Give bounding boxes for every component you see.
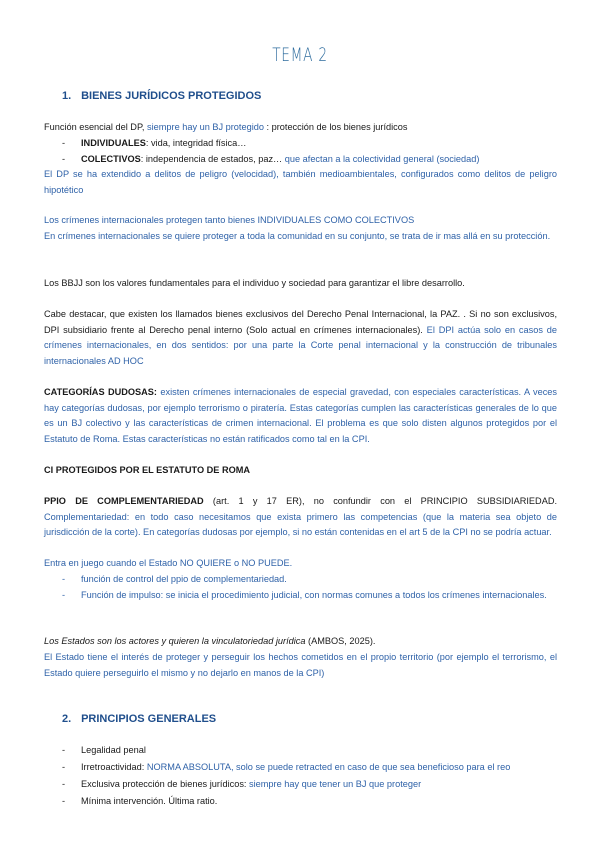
bullet-list-bj-types: [62, 136, 557, 167]
text-run: (art. 1 y 17 ER), no confundir con el PRINCIPIO SUBSIDIARIEDAD.: [203, 496, 558, 506]
item-text-highlight: NORMA ABSOLUTA, solo se puede retracted en caso de que sea beneficioso para el reo: [146, 762, 511, 772]
paragraph-bj-function: [44, 120, 557, 136]
bullet-list-funciones: [62, 572, 557, 603]
list-item: [62, 152, 557, 168]
paragraph-bienes-exclusivos: [44, 307, 557, 369]
paragraph-estado-interes: El Estado tiene el interés de proteger y perseguir los hechos cometidos en el propio territorio (por ejemplo el terrorismo, el Estado quiere perseguirlo el mismo y no dejarlo en manos de la CPI): [44, 652, 557, 678]
list-item: - función de control del ppio de complementariedad.: [62, 572, 557, 588]
paragraph-categorias-dudosas: [44, 385, 557, 447]
list-item: - Función de impulso: se inicia el procedimiento judicial, con normas comunes a todos los crímenes internacionales.: [62, 588, 557, 604]
citation: (AMBOS, 2025).: [305, 636, 376, 646]
paragraph-label: CATEGORÍAS DUDOSAS:: [44, 387, 157, 397]
paragraph-label: PPIO DE COMPLEMENTARIEDAD: [44, 496, 204, 506]
list-item: [62, 136, 557, 152]
item-text: Mínima intervención. Última ratio.: [81, 796, 218, 806]
text-run-highlight: Complementariedad: en todo caso necesitamos que exista primero las competencias (que la materia sea objeto de jurisdicción de la corte). En categorías dudosas por ejemplo, si no están contenidas en el art 5 de la CPI no se podría actuar.: [44, 511, 557, 538]
text-run: Función esencial del DP,: [44, 122, 147, 132]
subheading-ci-protegidos: CI PROTEGIDOS POR EL ESTATUTO DE ROMA: [44, 465, 251, 475]
paragraph-peligro: El DP se ha extendido a delitos de peligro (velocidad), también medioambientales, configurados como delitos de peligro hipotético: [44, 169, 557, 195]
list-item: [62, 742, 557, 759]
section-heading-2: [62, 713, 216, 725]
item-text: Legalidad penal: [81, 745, 146, 755]
paragraph-no-quiere: Entra en juego cuando el Estado NO QUIERE o NO PUEDE.: [44, 558, 293, 568]
item-text-highlight: que afectan a la colectividad general (sociedad): [284, 153, 480, 164]
text-run: : protección de los bienes jurídicos: [263, 122, 408, 132]
text-run-highlight: El DPI actúa solo en casos de crímenes internacionales, en dos sentidos: por una parte la Corte penal internacional y la construcción de tribunales internacionales AD HOC: [44, 324, 558, 366]
item-text: : vida, integridad física…: [145, 138, 247, 148]
paragraph-crimenes-comunidad: En crímenes internacionales se quiere proteger a toda la comunidad en su conjunto, se trata de ir mas allá en su protección.: [44, 231, 551, 241]
text-run: Cabe destacar, que existen los llamados bienes exclusivos del Derecho Penal Internacional, la PAZ. . Si no son exclusivos, DPI subsidiario frente al Derecho penal interno (Solo actual en crímenes internacionales).: [44, 309, 557, 335]
text-run-highlight: siempre hay un BJ protegido: [147, 122, 264, 132]
list-item: [62, 759, 557, 776]
bullet-list-principios: [62, 742, 557, 810]
paragraph-bbjj: Los BBJJ son los valores fundamentales para el individuo y sociedad para garantizar el libre desarrollo.: [44, 278, 465, 288]
item-text-highlight: siempre hay que tener un BJ que proteger: [249, 779, 422, 789]
item-text: Exclusiva protección de bienes jurídicos:: [81, 779, 250, 789]
section-number: 2.: [62, 713, 72, 725]
item-label: INDIVIDUALES: [81, 138, 146, 148]
section-title: PRINCIPIOS GENERALES: [81, 713, 217, 725]
item-label: COLECTIVOS: [81, 153, 141, 164]
paragraph-complementariedad: [44, 494, 557, 541]
page-title: TEMA 2: [272, 44, 328, 66]
section-title: BIENES JURÍDICOS PROTEGIDOS: [81, 90, 262, 102]
quote-text: Los Estados son los actores y quieren la vinculatoriedad jurídica: [44, 636, 306, 646]
paragraph-crimenes-intro: Los crímenes internacionales protegen tanto bienes INDIVIDUALES COMO COLECTIVOS: [44, 215, 415, 225]
section-heading-1: [62, 90, 261, 102]
item-text: Irretroactividad:: [81, 762, 147, 772]
section-number: 1.: [62, 90, 72, 102]
paragraph-ambos-quote: [44, 634, 557, 650]
list-item: [62, 793, 557, 810]
list-item: [62, 776, 557, 793]
item-text: : independencia de estados, paz…: [140, 153, 285, 164]
text-run-highlight: existen crímenes internacionales de especial gravedad, con especiales características. A veces hay categorías dudosas, por ejemplo terrorismo o piratería. Estas categorías cumplen las características generales de lo que es un BJ colectivo y las características de crimen internacional. El problema es que solo disten algunos protegidos por el Estatuto de Roma. Estas características no están ratificados como tal en la CPI.: [44, 387, 558, 444]
